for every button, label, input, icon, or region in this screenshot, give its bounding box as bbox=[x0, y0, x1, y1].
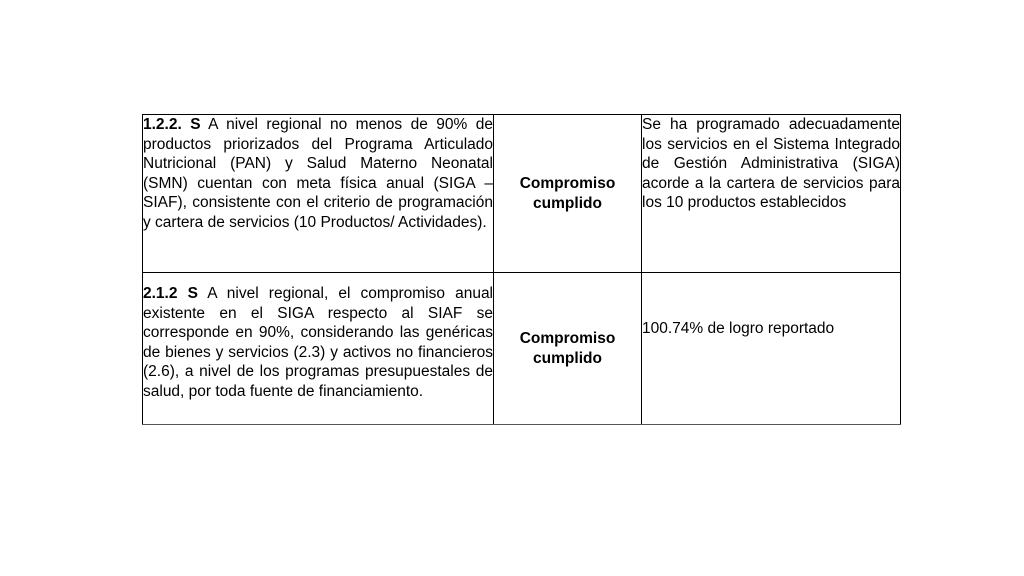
table-row bbox=[143, 273, 901, 425]
table-row bbox=[143, 115, 901, 273]
description-cell bbox=[143, 115, 494, 273]
status-cell bbox=[494, 273, 642, 425]
commitments-table bbox=[142, 114, 901, 425]
detail-text: 100.74% de logro reportado bbox=[642, 320, 835, 337]
status-cell bbox=[494, 115, 642, 273]
commitment-description: A nivel regional no menos de 90% de productos priorizados del Programa Articulado Nutricional (PAN) y Salud Materno Neonatal (SMN) cuentan con meta física anual (SIGA – SIAF), consistente con el criterio de programación y cartera de servicios (10 Productos/ Actividades). bbox=[143, 116, 493, 231]
detail-text: Se ha programado adecuadamente los servicios en el Sistema Integrado de Gestión Administrativa (SIGA) acorde a la cartera de servicios para los 10 productos establecidos bbox=[642, 116, 900, 212]
status-text: Compromiso cumplido bbox=[519, 174, 616, 212]
status-text: Compromiso cumplido bbox=[519, 329, 616, 367]
detail-cell bbox=[642, 115, 901, 273]
commitment-description: A nivel regional, el compromiso anual existente en el SIGA respecto al SIAF se corresponde en 90%, considerando las genéricas de bienes y servicios (2.3) y activos no financieros (2.6), a nivel de los programas presupuestales de salud, por toda fuente de financiamiento. bbox=[143, 285, 494, 400]
description-cell bbox=[143, 273, 494, 425]
commitment-code: 2.1.2 S bbox=[143, 285, 198, 302]
commitment-code: 1.2.2. S bbox=[143, 116, 201, 133]
detail-cell bbox=[642, 273, 901, 425]
